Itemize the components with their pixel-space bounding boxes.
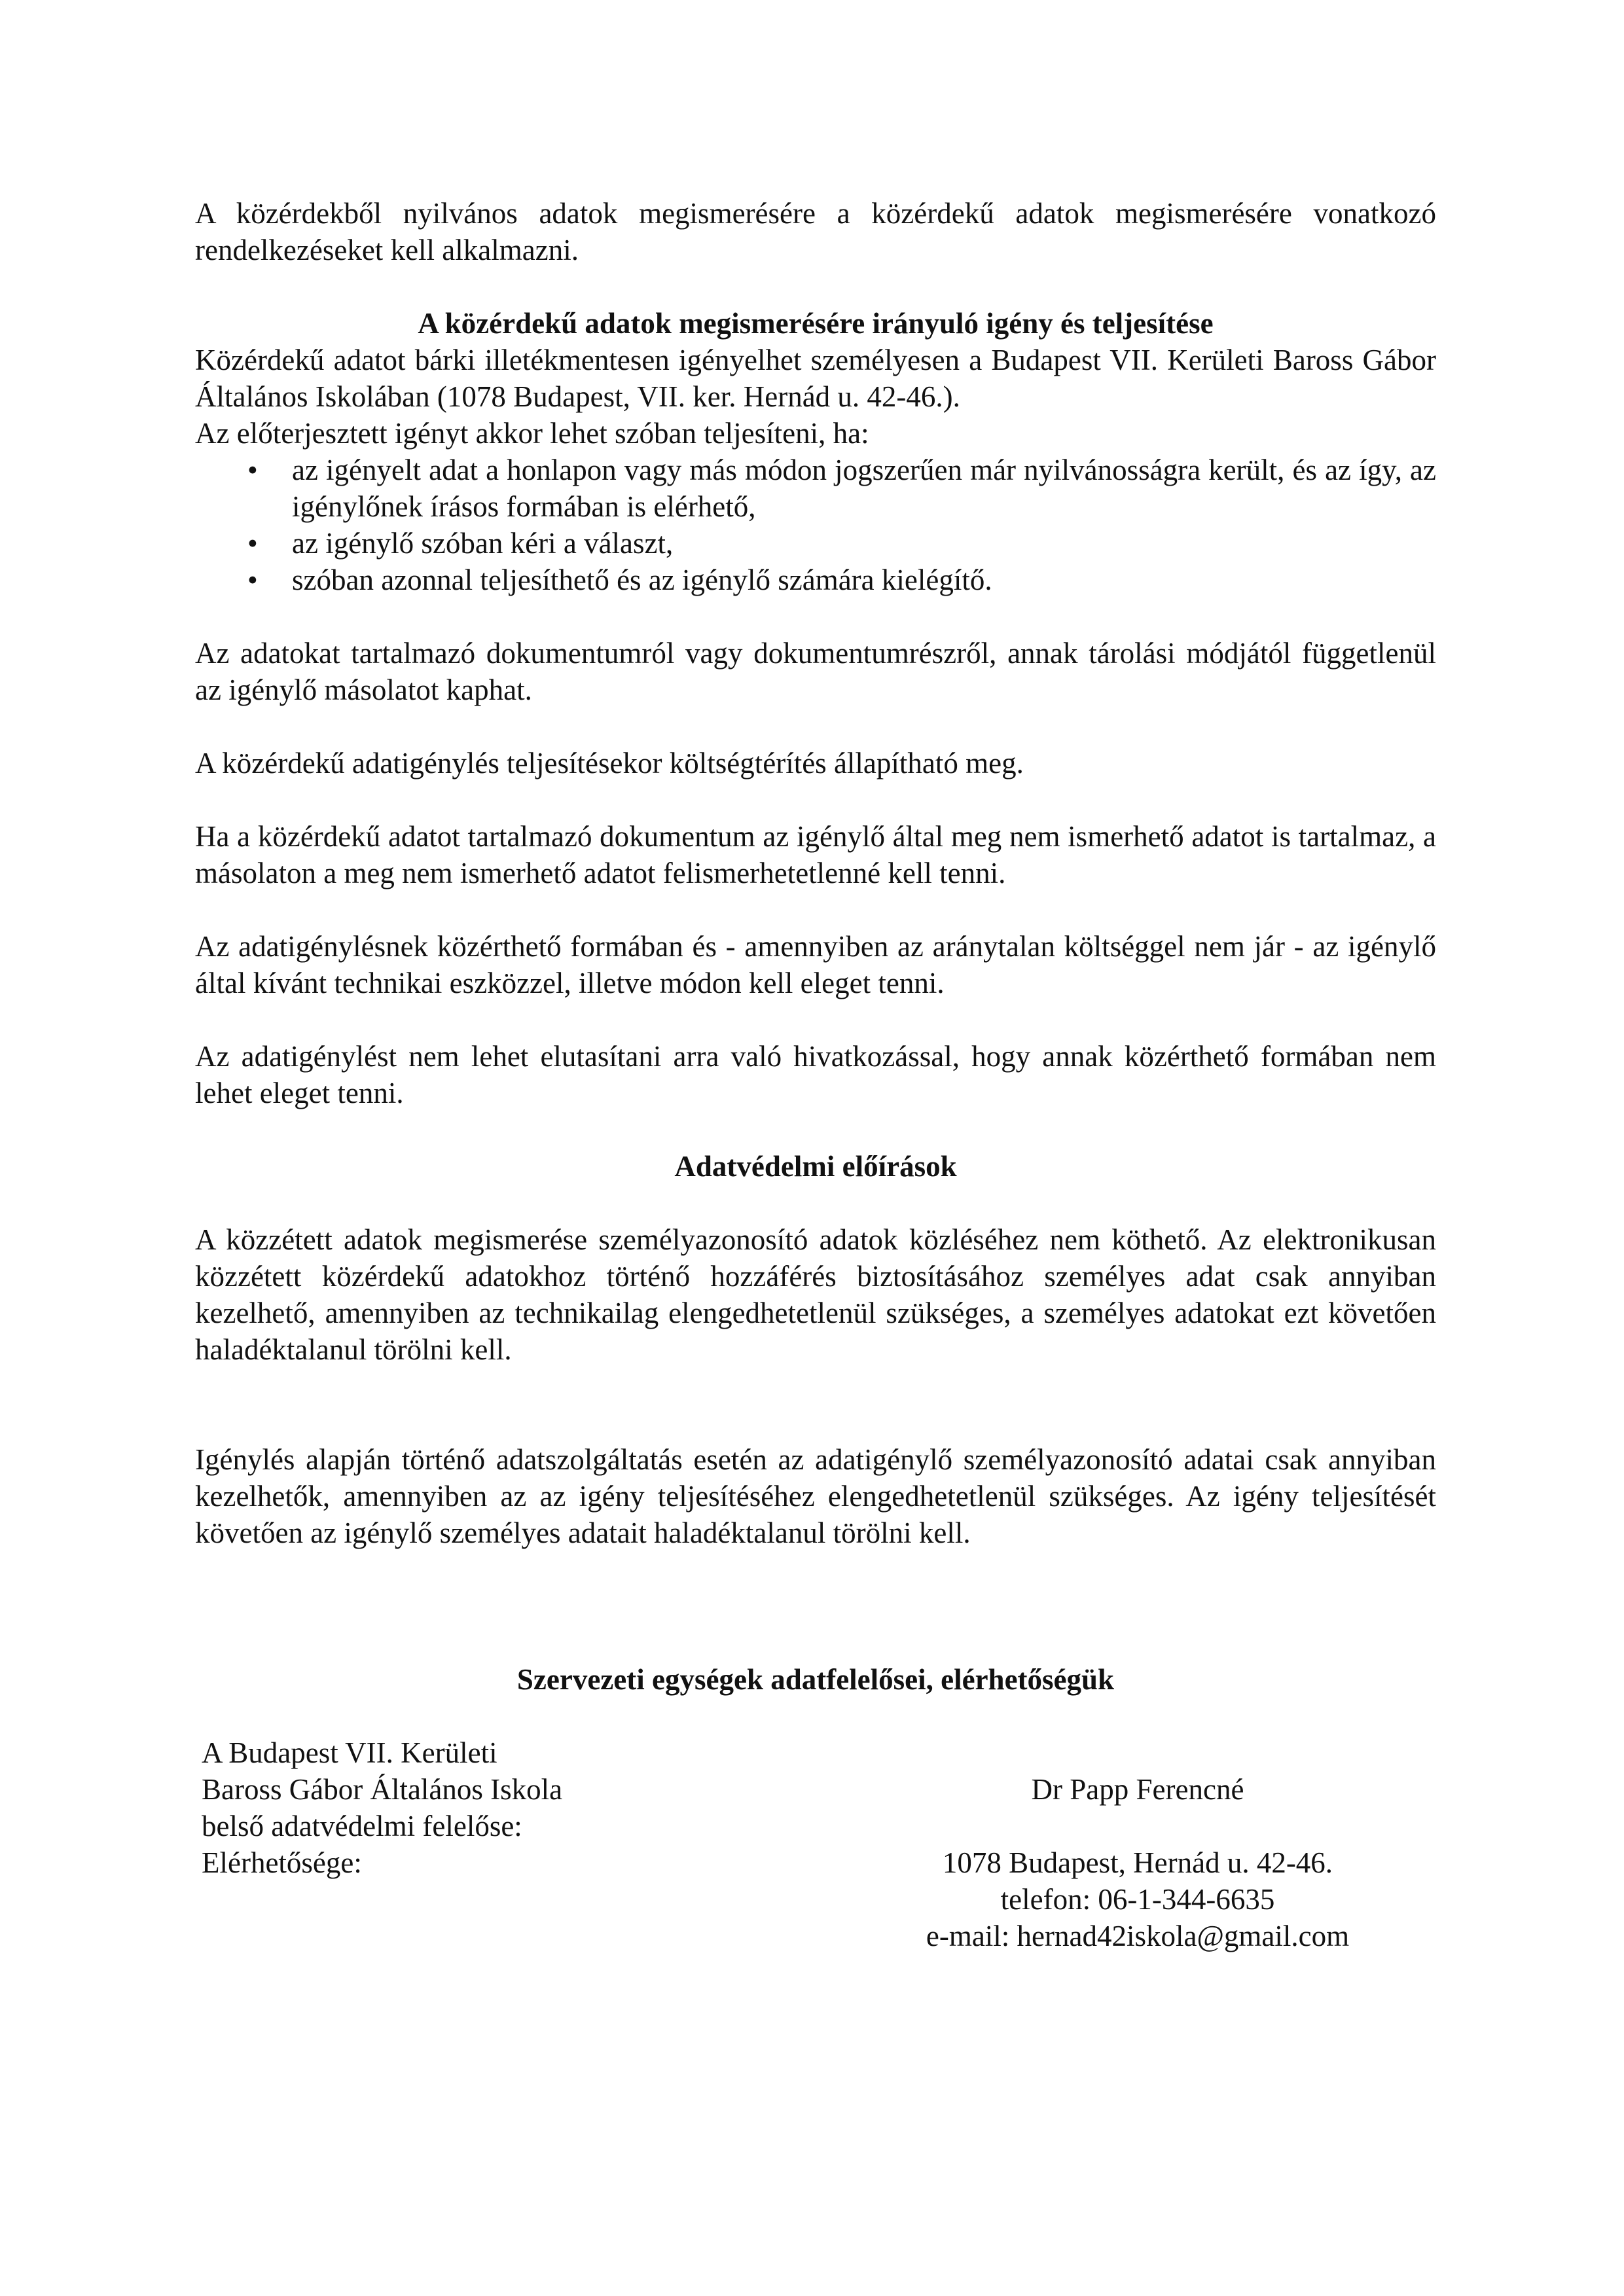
contact-phone: telefon: 06-1-344-6635 [1000,1883,1275,1916]
contact-block [195,1734,1436,1991]
contact-label-line: Elérhetősége: [202,1846,362,1879]
spacer [195,1185,1436,1221]
spacer [195,1551,1436,1661]
intro-paragraph: A közérdekből nyilvános adatok megismerésére a közérdekű adatok megismerésére vonatkozó rendelkezéseket kell alkalmazni. [195,197,1436,266]
contact-email: e-mail: hernad42iskola@gmail.com [926,1920,1350,1952]
spacer [195,598,1436,635]
conditions-list [195,452,1436,598]
document-page [195,195,1436,1991]
spacer [195,1001,1436,1038]
paragraph-refusal: Az adatigénylést nem lehet elutasítani arra való hivatkozással, hogy annak közérthető formában nem lehet eleget tenni. [195,1040,1436,1109]
contact-label-line: belső adatvédelmi felelőse: [202,1810,522,1842]
paragraph-form: Az adatigénylésnek közérthető formában és - amennyiben az aránytalan költséggel nem jár - az igénylő által kívánt technikai eszközzel, illetve módon kell eleget tenni. [195,930,1436,999]
list-item-text: az igényelt adat a honlapon vagy más módon jogszerűen már nyilvánosságra került, és az így, az igénylőnek írásos formában is elérhető, [292,454,1436,523]
spacer [195,1698,1436,1734]
contact-address: 1078 Budapest, Hernád u. 42-46. [942,1846,1333,1879]
paragraph-cost: A közérdekű adatigénylés teljesítésekor költségtérítés állapítható meg. [195,747,1024,780]
spacer [195,708,1436,745]
paragraph-copy: Az adatokat tartalmazó dokumentumról vagy dokumentumrészről, annak tárolási módjától függetlenül az igénylő másolatot kaphat. [195,637,1436,706]
bullet-icon: • [247,564,258,596]
contact-label-line: Baross Gábor Általános Iskola [202,1773,563,1806]
paragraph-oral-conditions: Az előterjesztett igényt akkor lehet szóban teljesíteni, ha: [195,417,869,450]
bullet-icon: • [247,454,258,486]
section-heading-data-protection: Adatvédelmi előírások [674,1150,957,1183]
spacer [195,268,1436,305]
spacer [195,891,1436,928]
list-item [195,452,1436,525]
list-item-text: szóban azonnal teljesíthető és az igénylő számára kielégítő. [292,564,992,596]
contact-label-line: A Budapest VII. Kerületi [202,1736,497,1769]
section-heading-responsibles: Szervezeti egységek adatfelelősei, elérhetőségük [516,1663,1115,1696]
paragraph-request-place: Közérdekű adatot bárki illetékmentesen igényelhet személyesen a Budapest VII. Kerületi Baross Gábor Általános Iskolában (1078 Budapest, VII. ker. Hernád u. 42-46.). [195,344,1436,413]
spacer [195,781,1436,818]
spacer [195,1368,1436,1441]
contact-labels [202,1734,725,1881]
list-item-text: az igénylő szóban kéri a választ, [292,527,674,560]
contact-person-name: Dr Papp Ferencné [1031,1773,1244,1806]
list-item [195,525,1436,562]
list-item [195,562,1436,598]
paragraph-request-based: Igénylés alapján történő adatszolgáltatás esetén az adatigénylő személyazonosító adatai csak annyiban kezelhetők, amennyiben az az igény teljesítéséhez elengedhetetlenül szükséges. Az igény teljesítését követően az igénylő személyes adatait haladéktalanul törölni kell. [195,1443,1436,1549]
contact-details [876,1844,1399,1954]
paragraph-published-data: A közzétett adatok megismerése személyazonosító adatok közléséhez nem köthető. Az elektronikusan közzétett közérdekű adatokhoz történő hozzáférés biztosításához személyes adat csak annyiban kezelhető, amennyiben az technikailag elengedhetetlenül szükséges, a személyes adatokat ezt követően haladéktalanul törölni kell. [195,1223,1436,1366]
spacer [195,1111,1436,1148]
bullet-icon: • [247,527,258,560]
paragraph-unrecognizable: Ha a közérdekű adatot tartalmazó dokumentum az igénylő által meg nem ismerhető adatot is tartalmaz, a másolaton a meg nem ismerhető adatot felismerhetetlenné kell tenni. [195,820,1436,889]
section-heading-data-request: A közérdekű adatok megismerésére irányuló igény és teljesítése [418,307,1214,340]
